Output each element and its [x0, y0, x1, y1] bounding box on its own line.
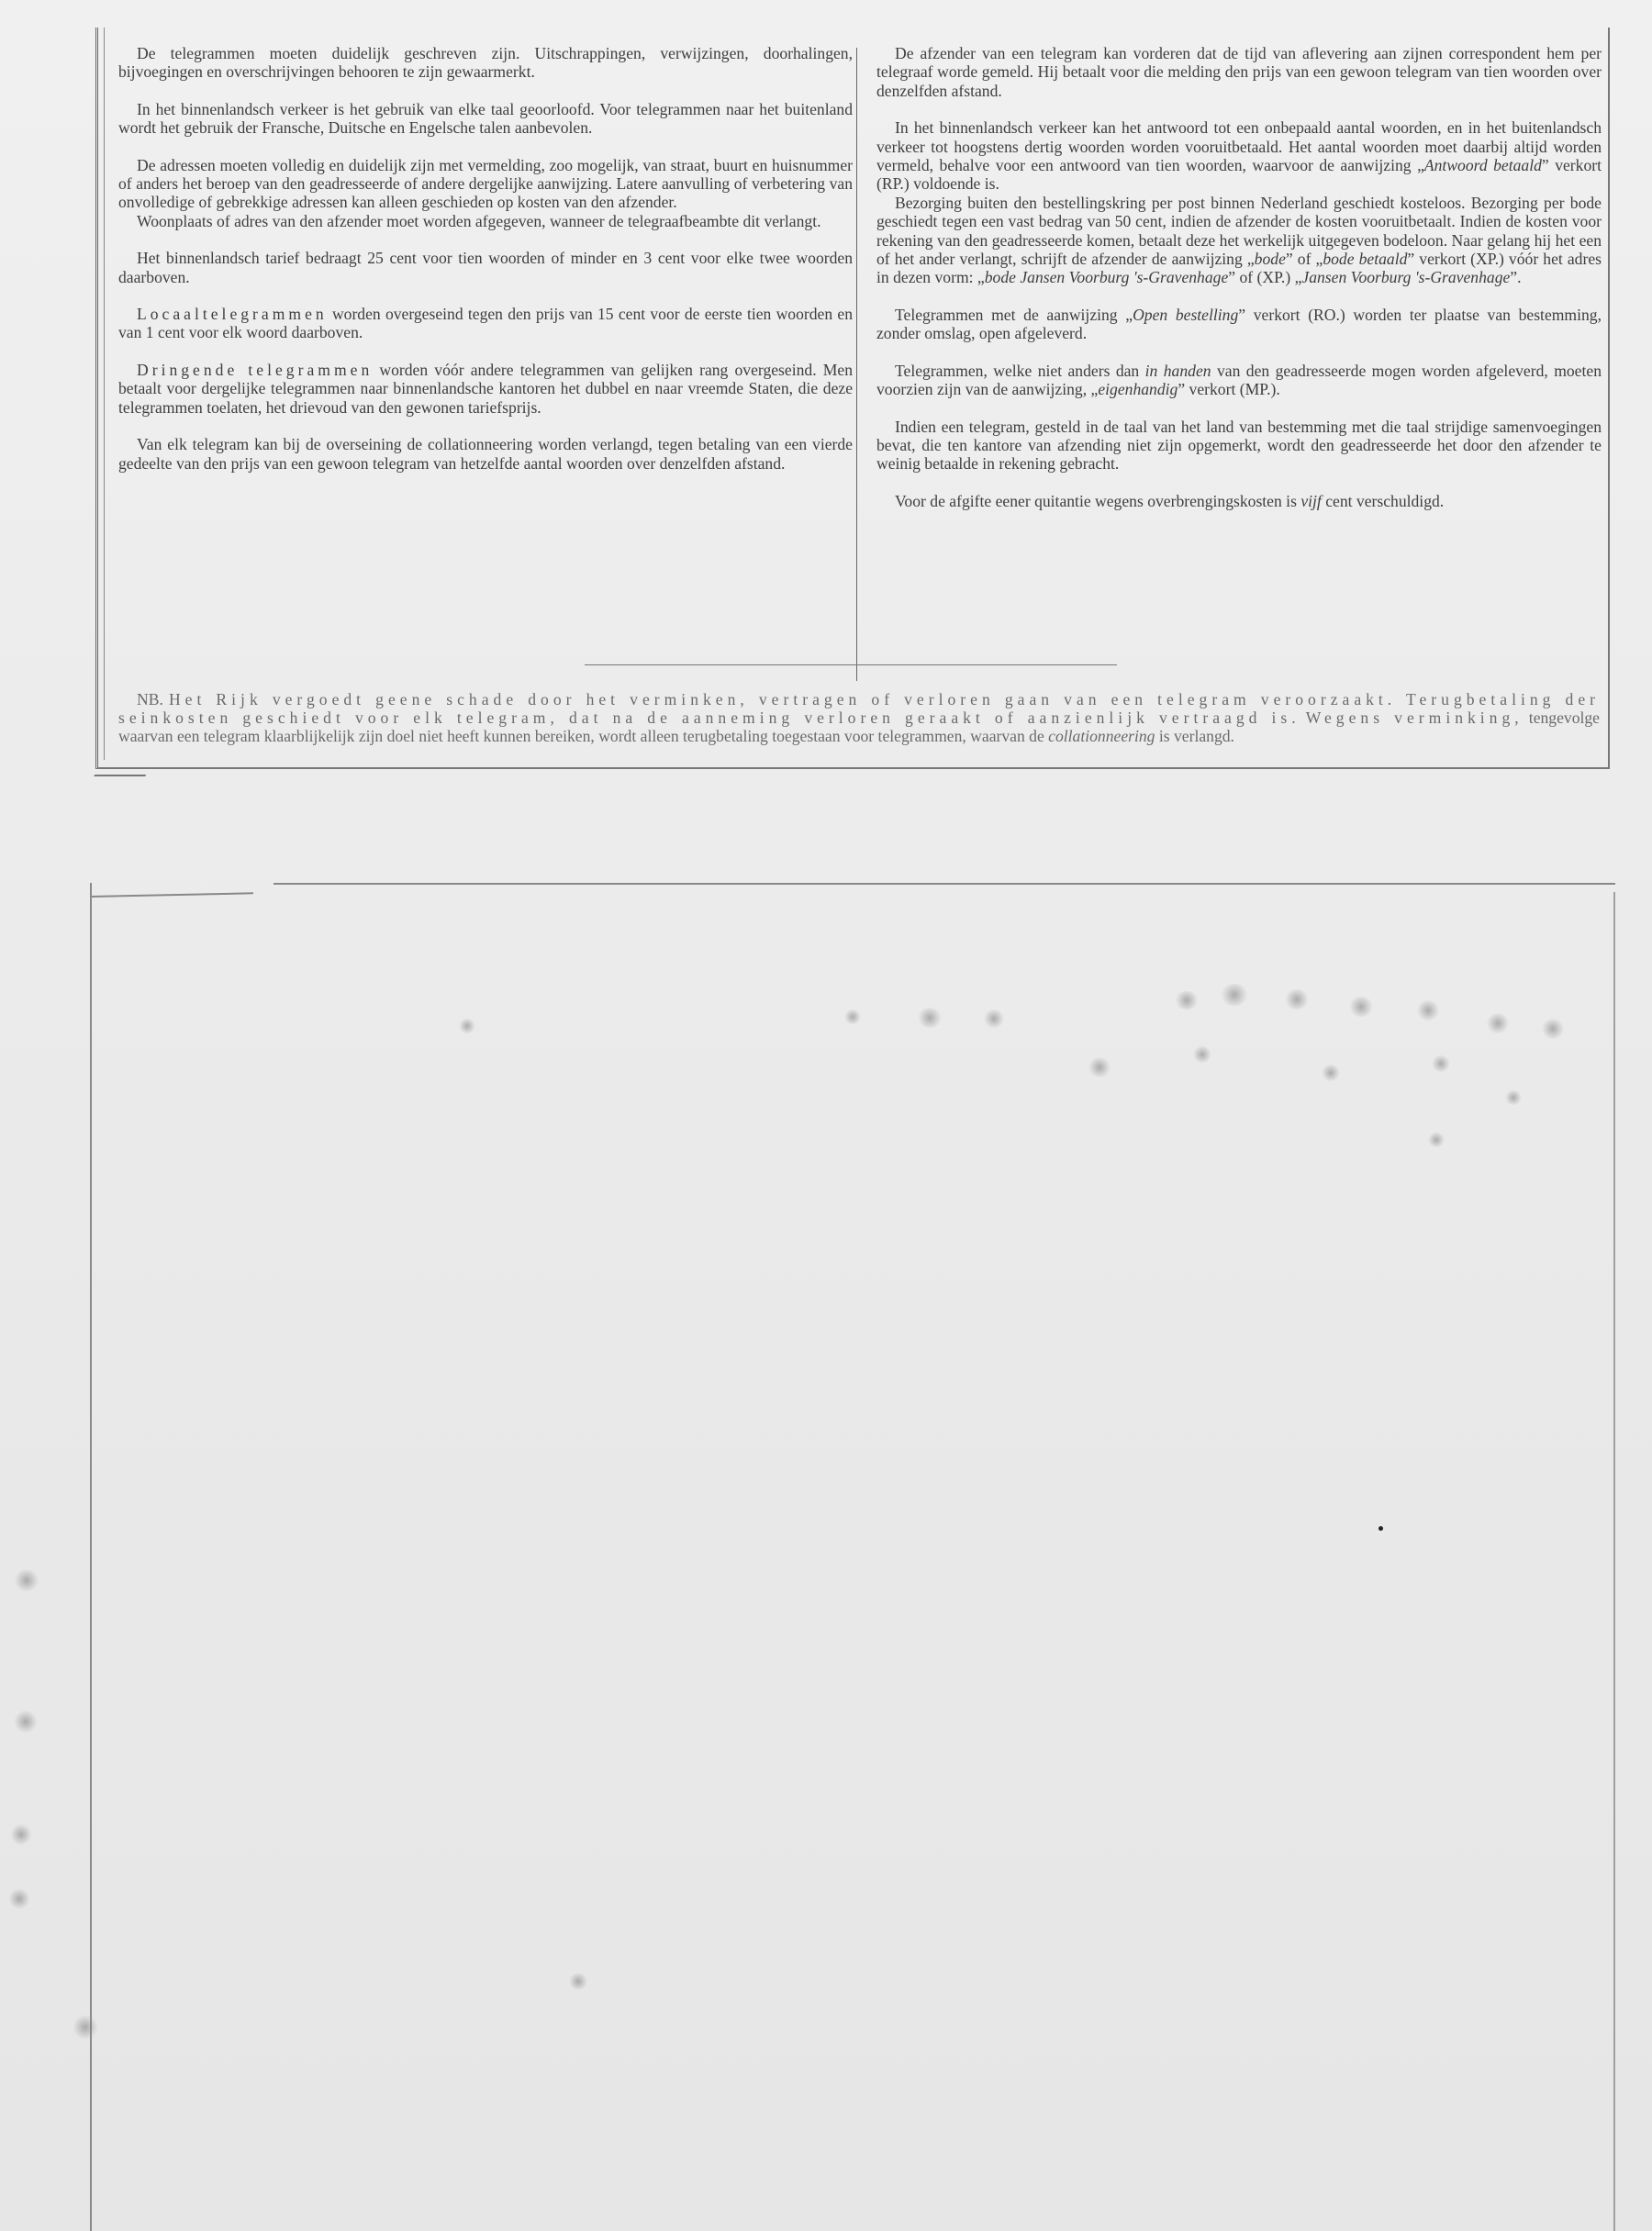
nb-liability-notice	[118, 690, 1600, 746]
paragraph-text: Indien een telegram, gesteld in de taal van het land van bestemming met die taal strijdige samenvoegingen bevat, die ten kantore van afzending niet zijn opgemerkt, wordt den geadresseerde het door den afzender te weinig betaalde in rekening gebracht.	[876, 417, 1602, 474]
paragraph-text: cent verschuldigd.	[1321, 491, 1445, 510]
paragraph-text: De telegrammen moeten duidelijk geschreven zijn. Uitschrappingen, verwijzingen, doorhalingen, bijvoegingen en overschrijvingen behooren te zijn gewaarmerkt.	[118, 44, 853, 82]
paragraph-personal-delivery	[876, 362, 1602, 399]
blank-form-area	[90, 883, 1615, 2231]
paragraph-prepaid-reply	[876, 118, 1602, 194]
paragraph-text: De adressen moeten volledig en duidelijk zijn met vermelding, zoo mogelijk, van straat, buurt en huisnummer of anders het beroep van den geadresseerde of andere dergelijke aanwijzing. Latere aanvulling of verbetering van onvolledige of gebrekkige adressen kan alleen geschieden op kosten van den afzender.	[118, 155, 853, 212]
paper-speckle	[1428, 1132, 1445, 1147]
paper-speckle	[844, 1010, 861, 1024]
paragraph-legibility	[118, 44, 853, 82]
paragraph-delivery-notice	[876, 44, 1602, 100]
paragraph-courier-delivery	[876, 194, 1602, 287]
paragraph-italic: bode betaald	[1323, 250, 1408, 269]
form-top-rule	[273, 883, 1615, 885]
paragraph-text: Woonplaats of adres van den afzender moet worden afgegeven, wanneer de telegraafbeambte dit verlangt.	[137, 211, 821, 230]
nb-spaced-text: Wegens verminking,	[1305, 708, 1524, 727]
paper-speckle	[1285, 989, 1309, 1010]
paragraph-text: Bezorging buiten den bestellingskring per post binnen Nederland geschiedt kosteloos. Bezorging per bode geschiedt tegen een vast bedrag van 50 cent, indien de afzender de kosten vooruitbetaalt. Indien de kosten voor rekening van den geadresseerde komen, betaalt deze het werkelijk uitgegeven bodeloon. Naar gelang hij het een of het ander verlangt, schrijft de afzender de aanwijzing „	[876, 193, 1602, 269]
corner-flourish	[94, 767, 151, 776]
nb-spaced-text: Het Rijk vergoedt geene schade door het verminken, vertragen of verloren gaan van een telegram veroorzaakt. Terugbetaling der seinkosten geschiedt voor elk telegram, dat na de aanneming verloren geraakt of aanzienlijk vertraagd is.	[118, 689, 1600, 727]
double-border-rule	[104, 28, 105, 760]
nb-text: is verlangd.	[1155, 727, 1234, 746]
ink-dot	[1379, 1526, 1383, 1531]
paragraph-italic: Jansen Voorburg 's-Gravenhage	[1301, 268, 1511, 287]
paper-speckle	[1193, 1046, 1211, 1063]
paper-speckle	[15, 1711, 37, 1733]
paper-speckle	[9, 1889, 29, 1909]
paragraph-receipt	[876, 492, 1602, 510]
paragraph-text: In het binnenlandsch verkeer kan het antwoord tot een onbepaald aantal woorden, en in het buitenlandsch verkeer tot hoogstens dertig woorden worden vooruitbetaald. Het aantal woorden moet daarbij altijd worden vermeld, behalve voor een antwoord van tien woorden, waarvoor de aanwijzing „	[876, 118, 1602, 175]
instructions-block	[95, 28, 1610, 769]
instructions-left-column	[118, 44, 853, 491]
paragraph-lead: Locaaltelegrammen	[137, 305, 328, 324]
paragraph-italic: eigenhandig	[1098, 380, 1178, 399]
paragraph-text: ” verkort (MP.).	[1178, 380, 1280, 399]
paragraph-text: van den geadresseerde mogen worden afgeleverd, moeten voorzien zijn van de aanwijzing, „	[876, 361, 1602, 399]
paragraph-italic: vijf	[1300, 491, 1322, 510]
paper-speckle	[984, 1010, 1004, 1028]
paragraph-text: ” of „	[1285, 250, 1323, 269]
paper-speckle	[1505, 1090, 1522, 1105]
paper-speckle	[459, 1019, 475, 1033]
paper-speckle	[15, 1569, 39, 1591]
paragraph-text: worden overgeseind tegen den prijs van 15 cent voor de eerste tien woorden en van 1 cent voor elk woord daarboven.	[118, 305, 853, 342]
instructions-right-column	[876, 44, 1602, 529]
paragraph-addresses	[118, 156, 853, 212]
paragraph-text: ” verkort (RP.) voldoende is.	[876, 156, 1602, 194]
paragraph-text: Telegrammen, welke niet anders dan	[895, 361, 1145, 380]
paper-speckle	[918, 1008, 942, 1028]
paragraph-text: In het binnenlandsch verkeer is het gebruik van elke taal geoorloofd. Voor telegrammen naar het buitenland wordt het gebruik der Fransche, Duitsche en Engelsche talen aanbevolen.	[118, 99, 853, 138]
paragraph-language-combinations	[876, 418, 1602, 474]
column-divider	[856, 48, 857, 681]
form-right-rule	[1613, 892, 1615, 2231]
paragraph-text: Voor de afgifte eener quitantie wegens overbrengingskosten is	[895, 491, 1301, 510]
paragraph-text: De afzender van een telegram kan vorderen dat de tijd van aflevering aan zijnen correspondent hem per telegraaf worde gemeld. Hij betaalt voor die melding den prijs van een gewoon telegram van tien woorden over denzelfden afstand.	[876, 44, 1602, 100]
nb-separator-rule	[585, 664, 1117, 665]
paper-speckle	[569, 1973, 587, 1990]
paragraph-domestic-tariff	[118, 249, 853, 286]
paper-speckle	[1175, 991, 1199, 1010]
nb-italic: collationneering	[1048, 727, 1155, 746]
paragraph-sender-address	[118, 212, 853, 230]
paper-speckle	[1322, 1065, 1340, 1081]
paragraph-text: ” verkort (RO.) worden ter plaatse van bestemming, zonder omslag, open afgeleverd.	[876, 305, 1602, 343]
paper-speckle	[1487, 1013, 1509, 1033]
paragraph-lead: Dringende telegrammen	[137, 360, 374, 379]
paper-speckle	[1542, 1019, 1564, 1039]
paragraph-language	[118, 100, 853, 138]
paragraph-italic: in handen	[1144, 361, 1211, 380]
paragraph-urgent-telegrams	[118, 361, 853, 417]
paragraph-local-telegrams	[118, 305, 853, 342]
paragraph-text: worden vóór andere telegrammen van gelijken rang overgeseind. Men betaalt voor dergelijke telegrammen naar binnenlandsche kantoren het dubbel en naar vreemde Staten, die deze telegrammen toelaten, het drievoud van den gewonen tariefsprijs.	[118, 360, 853, 417]
paragraph-text: ” of (XP.) „	[1228, 268, 1302, 287]
paper-speckle	[1088, 1057, 1111, 1077]
nb-text: tengevolge waarvan een telegram klaarblijkelijk zijn doel niet heeft kunnen bereiken, wordt alleen terugbetaling toegestaan voor telegrammen, waarvan de	[118, 708, 1600, 746]
paper-speckle	[1349, 997, 1373, 1017]
paragraph-italic: bode Jansen Voorburg 's-Gravenhage	[984, 268, 1229, 287]
paragraph-collation	[118, 435, 853, 473]
paragraph-italic: Open bestelling	[1133, 305, 1239, 324]
paper-speckle	[1221, 984, 1248, 1006]
paragraph-italic: bode	[1254, 250, 1286, 269]
nb-label: NB.	[137, 689, 163, 708]
paragraph-text: Van elk telegram kan bij de overseining de collationneering worden verlangd, tegen betaling van een vierde gedeelte van den prijs van een gewoon telegram van hetzelfde aantal woorden over denzelfden afstand.	[118, 435, 853, 473]
paragraph-text: Telegrammen met de aanwijzing „	[895, 305, 1133, 324]
form-left-tick	[90, 892, 253, 898]
paragraph-text: ”.	[1510, 268, 1522, 287]
paper-speckle	[11, 1824, 31, 1845]
paragraph-italic: Antwoord betaald	[1423, 156, 1542, 175]
paragraph-text: ” verkort (XP.) vóór het adres in dezen vorm: „	[876, 250, 1602, 287]
paragraph-text: Het binnenlandsch tarief bedraagt 25 cent voor tien woorden of minder en 3 cent voor elke twee woorden daarboven.	[118, 249, 853, 286]
paragraph-open-delivery	[876, 306, 1602, 343]
paper-speckle	[73, 2015, 97, 2039]
paper-speckle	[1432, 1055, 1450, 1072]
paper-speckle	[1417, 1000, 1439, 1021]
